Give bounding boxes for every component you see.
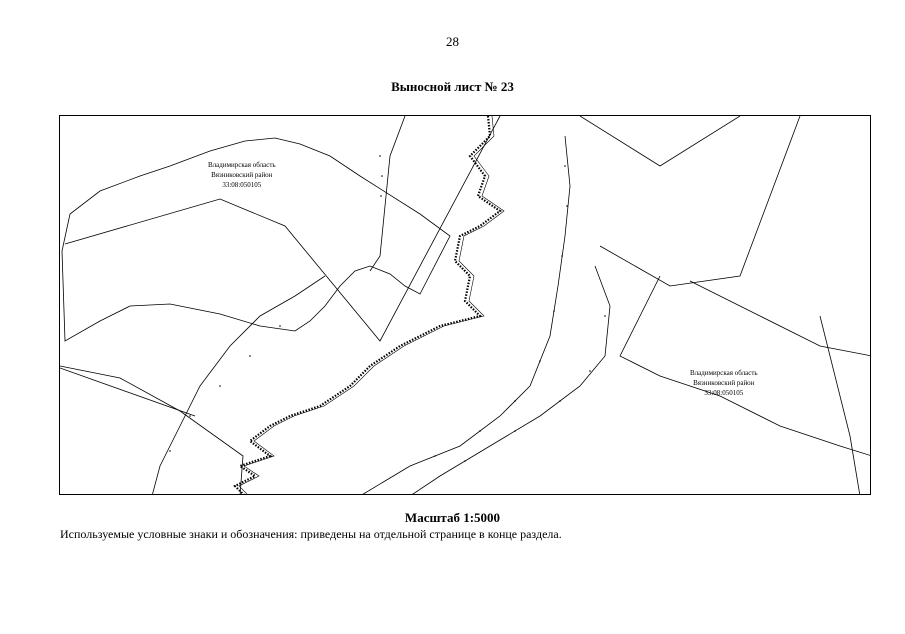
parcel-boundary-bottom-left [60, 366, 243, 495]
scale-label: Масштаб 1:5000 [404, 510, 501, 525]
boundary-right-lower [620, 276, 871, 456]
map-drawing [60, 116, 871, 495]
region-right-line2: Вязниковский район [693, 379, 755, 387]
region-left-line2: Вязниковский район [211, 171, 273, 179]
sheet-title: Выносной лист № 23 [391, 79, 514, 94]
river-bank-line-2 [410, 266, 610, 495]
region-left-line1: Владимирская область [208, 161, 276, 169]
river-bank-line [360, 136, 570, 495]
region-left-line3: 33:08:050105 [222, 181, 262, 189]
boundary-line-lower [60, 368, 195, 416]
region-label-left [208, 160, 276, 190]
region-right-line1: Владимирская область [690, 369, 758, 377]
legend-note: Используемые условные знаки и обозначения: приведены на отдельной странице в конце раздела. [60, 527, 562, 541]
boundary-line-sw [152, 276, 325, 495]
boundary-diagonal-1 [65, 116, 500, 341]
boundary-right-far [690, 281, 871, 356]
page-number: 28 [446, 34, 459, 49]
region-label-right [690, 368, 758, 398]
region-right-line3: 33:08:050105 [704, 389, 744, 397]
boundary-right-vertical [820, 316, 860, 495]
parcel-boundary-right [580, 116, 740, 166]
cadastral-map [59, 115, 871, 495]
boundary-right-diagonal [600, 116, 800, 286]
